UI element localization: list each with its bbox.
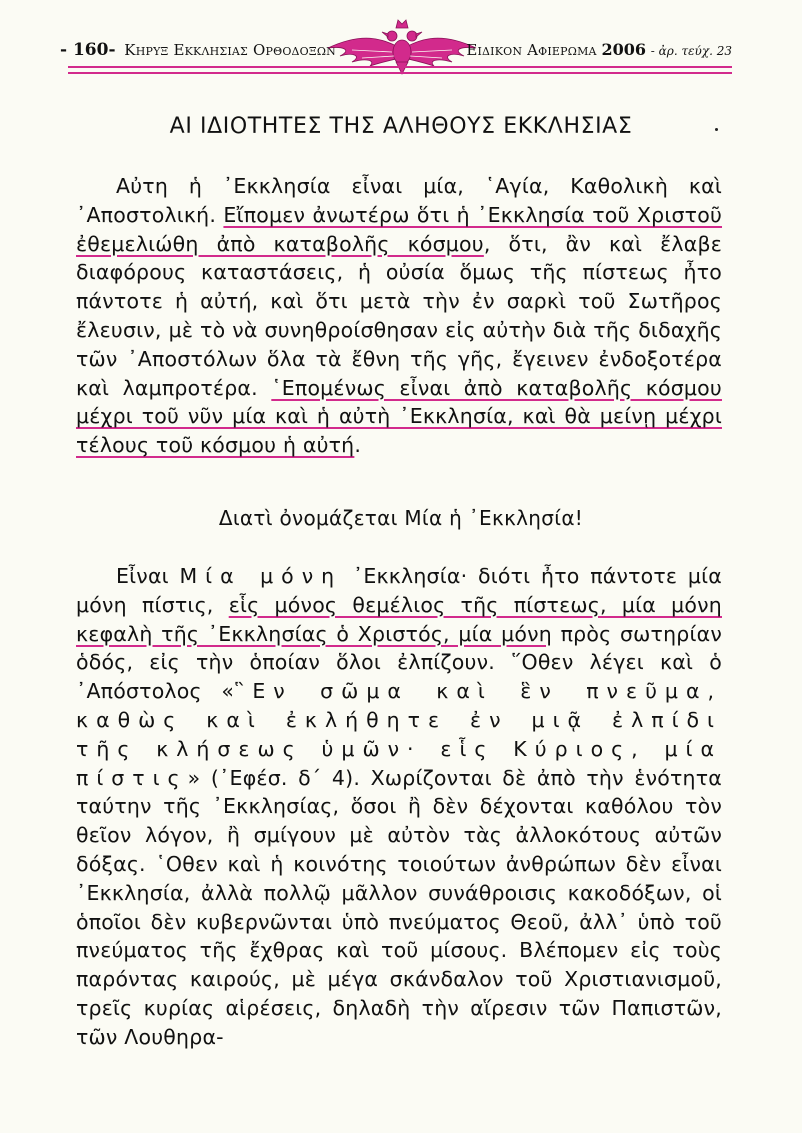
page-number: - 160- <box>60 40 116 60</box>
section-subtitle: Διατὶ ὀνομάζεται Μία ἡ ᾿Εκκλησία! <box>218 506 584 530</box>
spaced-emphasis: Μία μόνη <box>179 564 343 588</box>
header-rule-top <box>68 66 732 68</box>
paragraph-1 <box>76 172 722 460</box>
issue-number: - ἀρ. τεύχ. 23 <box>650 44 732 58</box>
header-left <box>60 40 336 60</box>
underlined-text: Εἴπομεν ἀνωτέρω ὅτι ἡ ᾿Εκκλησία τοῦ Χριστοῦ ἐθεμελιώθη ἀπὸ καταβολῆς κόσμου <box>76 202 723 256</box>
paragraph-2 <box>76 562 722 1052</box>
underlined-text: ῾Επομένως εἶναι ἀπὸ καταβολῆς κόσμου μέχρι τοῦ νῦν μία καὶ ἡ αὐτὴ ᾿Εκκλησία, καὶ θὰ μείνῃ μέχρι τέλους τοῦ κόσμου ἡ αὐτή <box>76 375 722 458</box>
page-header <box>0 0 802 80</box>
text-run: . <box>354 433 362 458</box>
text-run: πρὸς σωτηρίαν ὁδός, εἰς τὴν ὁποίαν ὅλοι ἐλπίζουν. ῞Οθεν λέγει καὶ ὁ ᾿Απόστολος « <box>76 621 723 704</box>
header-rule-bottom <box>68 72 732 74</box>
header-right <box>466 40 732 59</box>
stray-dot <box>715 128 718 131</box>
text-run: ᾿Εκκλησία· διότι ἦτο πάντοτε μία μόνη πίστις, <box>76 564 722 617</box>
special-edition-label: Ειδικον Αφιερωμα <box>466 41 597 59</box>
text-run: Αὐτη ἡ ᾿Εκκλησία εἶναι μία, ῾Αγία, Καθολικὴ καὶ ᾿Αποστολική. <box>76 174 722 227</box>
text-run: Εἶναι <box>116 564 180 588</box>
spaced-quotation: ῝Εν σῶμα καὶ ἓν πνεῦμα, καθὼς καὶ ἐκλήθητε ἐν μιᾷ ἐλπίδι τῆς κλήσεως ὑμῶν· εἷς Κύριος, μία πίστις <box>76 679 723 790</box>
text-run: » (᾿Εφέσ. δ΄ 4). Χωρίζονται δὲ ἀπὸ τὴν ἑνότητα ταύτην τῆς ᾿Εκκλησίας, ὅσοι ἢ δὲν δέχονται καθόλου τὸν θεῖον λόγον, ἢ σμίγουν μὲ αὐτὸν τὰς ἀλλοκότους αὐτῶν δόξας. ῾Οθεν καὶ ἡ κοινότης τοιούτων ἀνθρώπων δὲν εἶναι ᾿Εκκλησία, ἀλλὰ πολλῷ μᾶλλον συνάθροισις κακοδόξων, οἱ ὁποῖοι δὲν κυβερνῶνται ὑπὸ πνεύματος Θεοῦ, ἀλλ᾿ ὑπὸ τοῦ πνεύματος τῆς ἔχθρας καὶ τοῦ μίσους. Βλέπομεν εἰς τοὺς παρόντας καιρούς, μὲ μέγα σκάνδαλον τοῦ Χριστιανισμοῦ, τρεῖς κυρίας αἱρέσεις, δηλαδὴ τὴν αἵρεσιν τῶν Παπιστῶν, τῶν Λουθηρα- <box>76 765 722 1049</box>
edition-year: 2006 <box>601 40 647 59</box>
article-title: ΑΙ ΙΔΙΟΤΗΤΕΣ ΤΗΣ ΑΛΗΘΟΥΣ ΕΚΚΛΗΣΙΑΣ <box>169 114 633 139</box>
underlined-text: εἷς μόνος θεμέλιος τῆς πίστεως, μία μόνη κεφαλὴ τῆς ᾿Εκκλησίας ὁ Χριστός, μία μόνη <box>76 592 722 646</box>
publication-title: Κηρυξ Εκκλησιας Ορθοδοξων <box>124 41 336 59</box>
text-run: , ὅτι, ἂν καὶ ἔλαβε διαφόρους καταστάσεις, ἡ οὐσία ὅμως τῆς πίστεως ἦτο πάντοτε ἡ αὐτή, καὶ ὅτι μετὰ τὴν ἐν σαρκὶ τοῦ Σωτῆρος ἔλευσιν, μὲ τὸ νὰ συνηθροίσθησαν εἰς αὐτὴν διὰ τῆς διδαχῆς τῶν ᾿Αποστόλων ὅλα τὰ ἔθνη τῆς γῆς, ἔγεινεν ἐνδοξοτέρα καὶ λαμπροτέρα. <box>76 231 723 400</box>
